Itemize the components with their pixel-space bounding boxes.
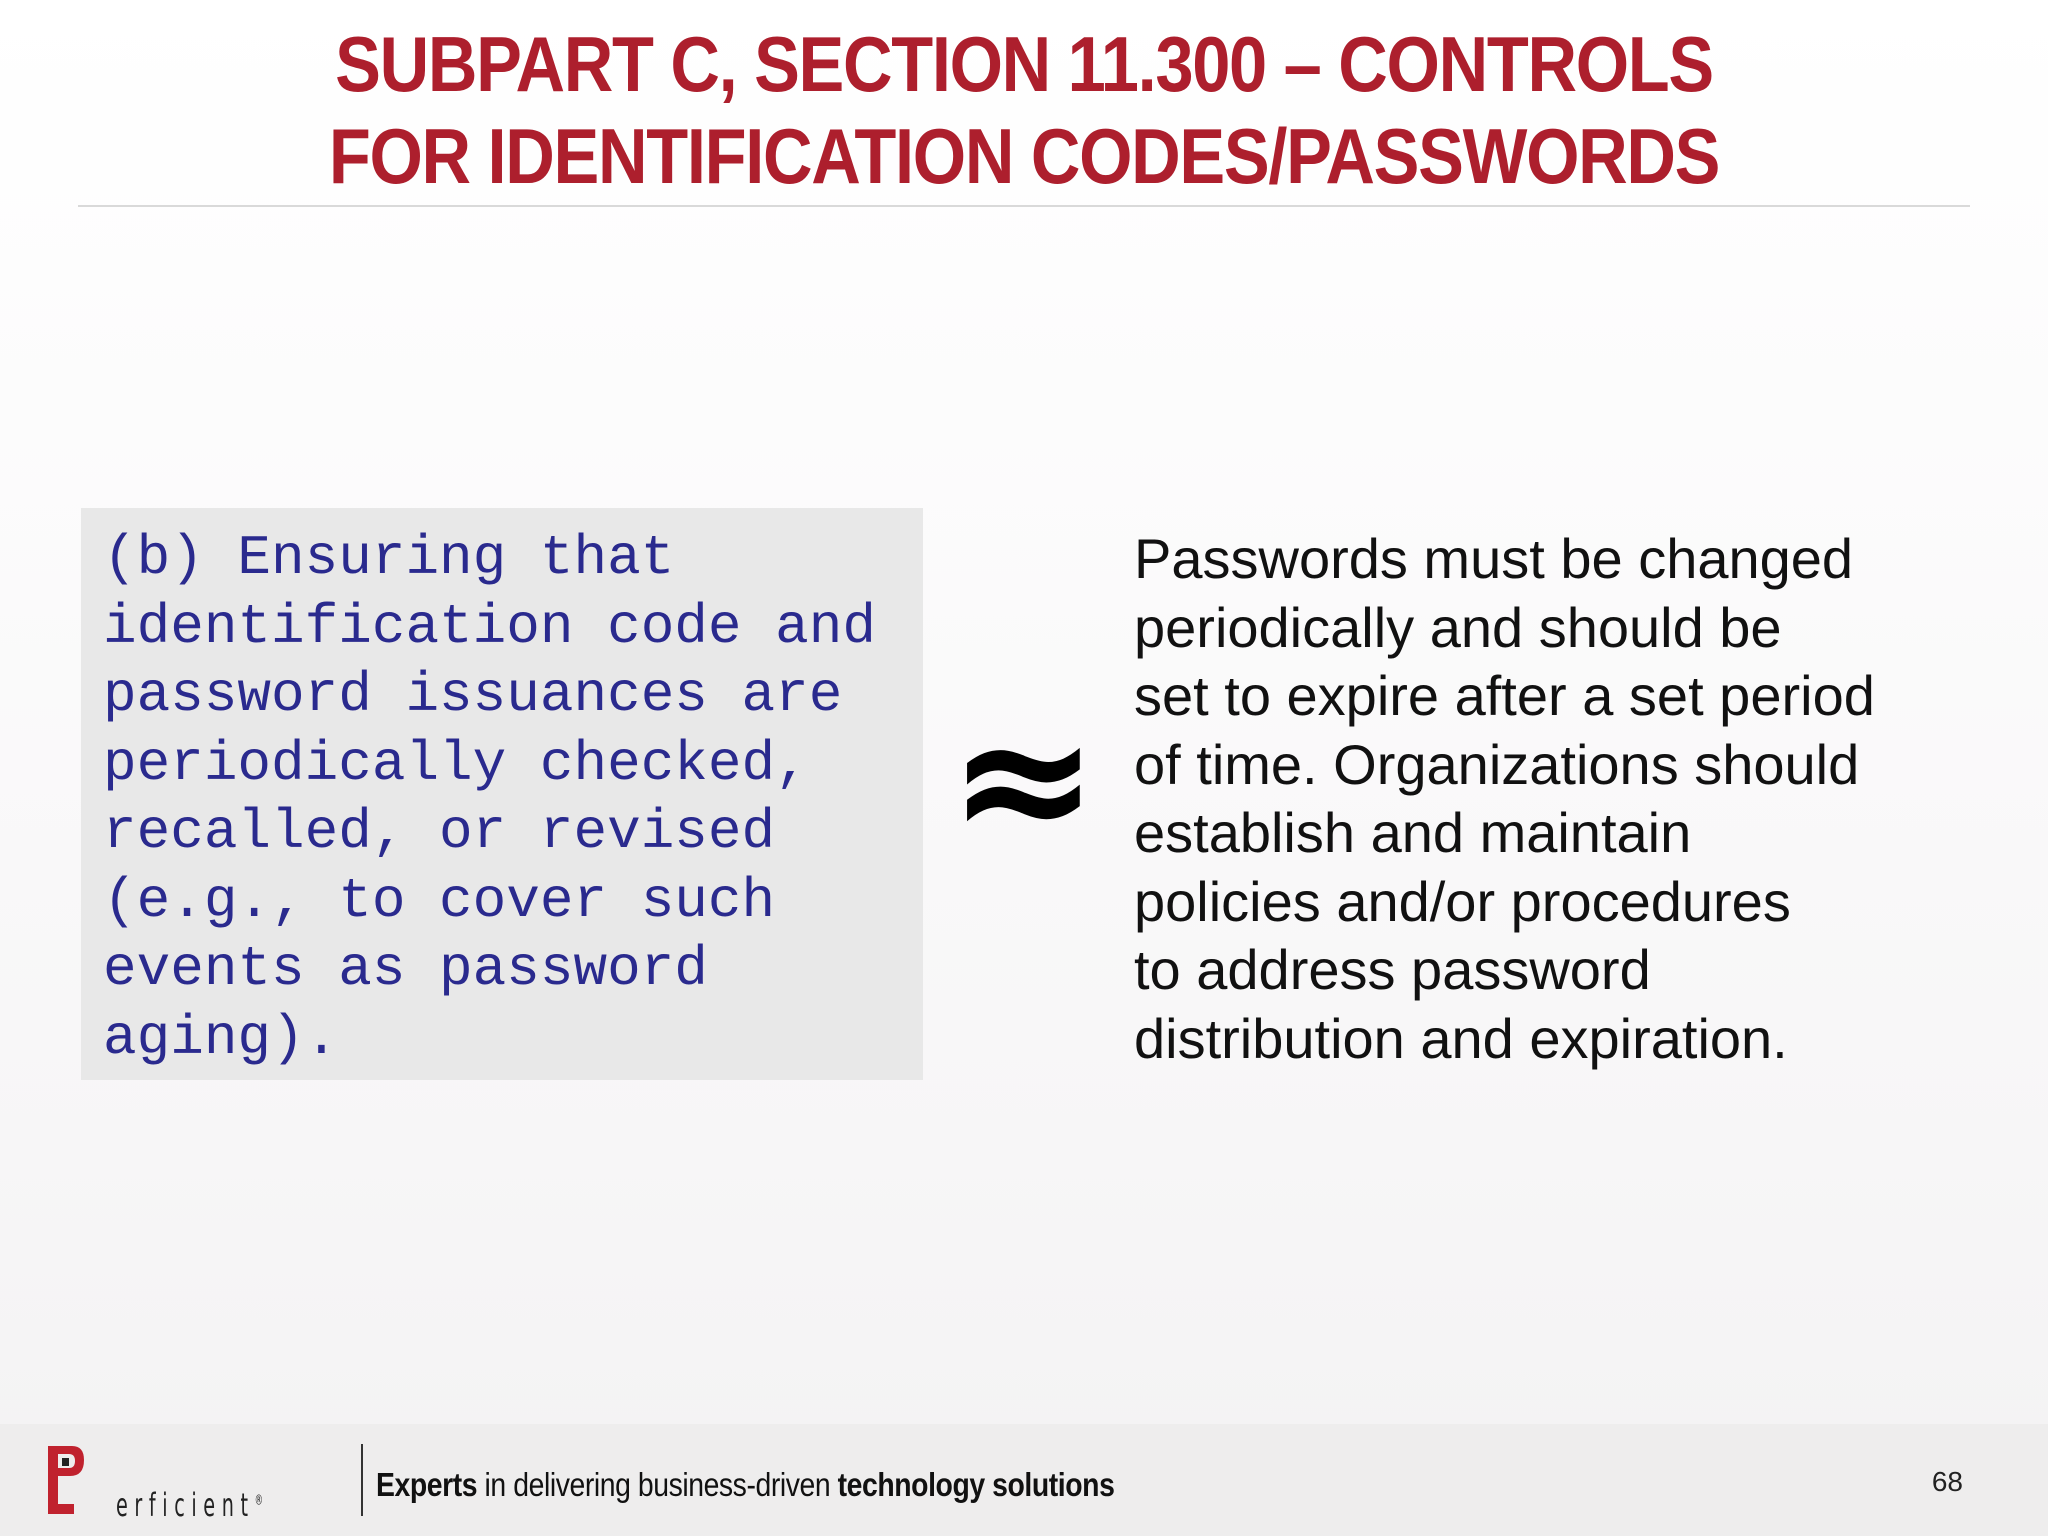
regulation-quote-text: (b) Ensuring that identification code and password issuances are periodically checked, recalled, or revised (e.g., to cover such events as password aging). [103,526,876,1070]
plain-language-summary: Passwords must be changed periodically and should be set to expire after a set period of time. Organizations should establish and maintain policies and/or procedures to address password distribution and expiration. [1134,527,1875,1070]
slide-title [123,18,1925,202]
footer-bar [0,1424,2048,1536]
logo-registered-mark: ® [254,1492,263,1509]
approximately-equal-symbol: ≈ [948,675,1099,884]
page-number: 68 [1931,1466,1963,1497]
perficient-logo [44,1442,364,1524]
title-line-1: SUBPART C, SECTION 11.300 – CONTROLS [335,20,1713,108]
regulation-quote-box [81,508,923,1080]
tagline-experts: Experts [376,1466,478,1503]
logo-wordmark [116,1486,263,1524]
footer-tagline [376,1466,1114,1504]
title-line-2: FOR IDENTIFICATION CODES/PASSWORDS [328,112,1720,200]
footer-divider [361,1444,363,1516]
tagline-technology-solutions: technology solutions [837,1466,1115,1503]
logo-p-mark-icon [44,1442,88,1518]
logo-wordmark-text: erficient [116,1486,255,1524]
title-divider [78,205,1970,207]
tagline-middle: in delivering business-driven [477,1466,838,1503]
